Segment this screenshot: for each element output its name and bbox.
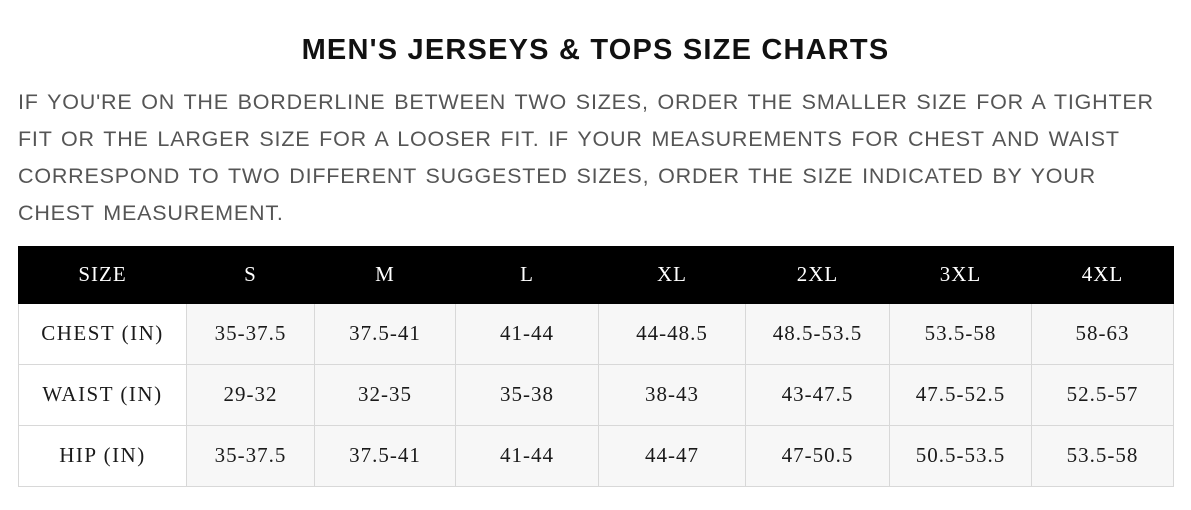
table-header: [19, 246, 1174, 303]
cell-chest-xl: 44-48.5: [599, 303, 746, 364]
size-chart-table: [18, 246, 1174, 487]
cell-chest-m: 37.5-41: [315, 303, 456, 364]
row-label-waist: WAIST (IN): [19, 364, 187, 425]
cell-chest-2xl: 48.5-53.5: [746, 303, 890, 364]
column-header-4xl: 4XL: [1032, 246, 1174, 303]
row-label-chest: CHEST (IN): [19, 303, 187, 364]
row-label-hip: HIP (IN): [19, 425, 187, 486]
cell-waist-m: 32-35: [315, 364, 456, 425]
table-body: [19, 303, 1174, 486]
cell-waist-4xl: 52.5-57: [1032, 364, 1174, 425]
cell-hip-l: 41-44: [456, 425, 599, 486]
cell-hip-s: 35-37.5: [187, 425, 315, 486]
fit-guidance-text: IF YOU'RE ON THE BORDERLINE BETWEEN TWO SIZES, ORDER THE SMALLER SIZE FOR A TIGHTER FIT OR THE LARGER SIZE FOR A LOOSER FIT. IF YOUR MEASUREMENTS FOR CHEST AND WAIST CORRESPOND TO TWO DIFFERENT SUGGESTED SIZES, ORDER THE SIZE INDICATED BY YOUR CHEST MEASUREMENT.: [18, 89, 1154, 225]
column-header-xl: XL: [599, 246, 746, 303]
cell-hip-2xl: 47-50.5: [746, 425, 890, 486]
cell-chest-4xl: 58-63: [1032, 303, 1174, 364]
column-header-size: SIZE: [19, 246, 187, 303]
cell-hip-m: 37.5-41: [315, 425, 456, 486]
cell-waist-xl: 38-43: [599, 364, 746, 425]
column-header-m: M: [315, 246, 456, 303]
cell-waist-l: 35-38: [456, 364, 599, 425]
column-header-l: L: [456, 246, 599, 303]
cell-hip-3xl: 50.5-53.5: [890, 425, 1032, 486]
table-row: [19, 303, 1174, 364]
page-title: MEN'S JERSEYS & TOPS SIZE CHARTS: [301, 34, 890, 66]
cell-chest-s: 35-37.5: [187, 303, 315, 364]
cell-waist-s: 29-32: [187, 364, 315, 425]
cell-waist-2xl: 43-47.5: [746, 364, 890, 425]
column-header-3xl: 3XL: [890, 246, 1032, 303]
column-header-2xl: 2XL: [746, 246, 890, 303]
table-header-row: [19, 246, 1174, 303]
cell-chest-l: 41-44: [456, 303, 599, 364]
column-header-s: S: [187, 246, 315, 303]
size-chart-table-wrapper: [18, 246, 1173, 487]
cell-chest-3xl: 53.5-58: [890, 303, 1032, 364]
table-row: [19, 425, 1174, 486]
cell-waist-3xl: 47.5-52.5: [890, 364, 1032, 425]
cell-hip-xl: 44-47: [599, 425, 746, 486]
cell-hip-4xl: 53.5-58: [1032, 425, 1174, 486]
table-row: [19, 364, 1174, 425]
